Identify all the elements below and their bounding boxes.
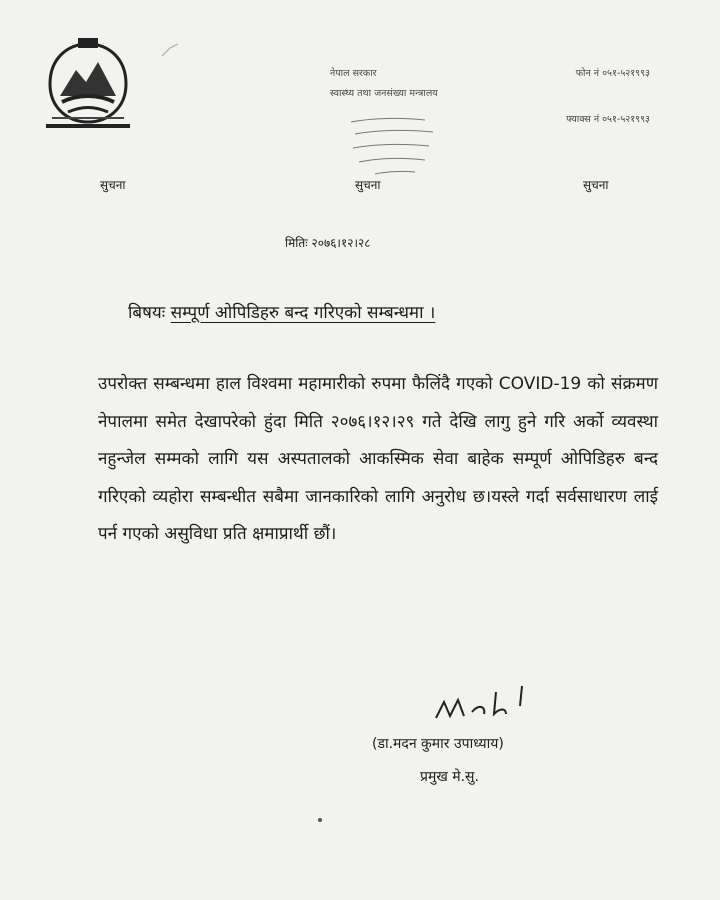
subject-text: सम्पूर्ण ओपिडिहरु बन्द गरिएको सम्बन्धमा ।	[170, 303, 436, 323]
notice-label-left: सुचना	[100, 178, 126, 192]
letterhead-government: नेपाल सरकार	[330, 68, 377, 79]
official-stamp-icon	[345, 112, 440, 182]
notice-body: उपरोक्त सम्बन्धमा हाल विश्वमा महामारीको रुपमा फैलिंदै गएको COVID-19 को संक्रमण नेपालमा समेत देखापरेको हुंदा मिति २०७६।१२।२९ गते देखि लागु हुने गरि अर्को व्यवस्था नहुन्जेल सम्मको लागि यस अस्पतालको आकस्मिक सेवा बाहेक सम्पूर्ण ओपिडिहरु बन्द गरिएको व्यहोरा सम्बन्धीत सबैमा जानकारिको लागि अनुरोध छ।यस्ले गर्दा सर्वसाधारण लाई पर्न गएको असुविधा प्रति क्षमाप्रार्थी छौं।	[98, 374, 658, 544]
pen-mark-icon	[158, 40, 182, 60]
paper-speck	[318, 818, 322, 822]
notice-label-right: सुचना	[583, 178, 609, 192]
handwritten-signature	[430, 682, 540, 726]
letterhead-fax: फ्याक्स नं ०५१-५२१९९३	[566, 114, 650, 125]
signer-title: प्रमुख मे.सु.	[420, 769, 479, 785]
letterhead-phone: फोन नं ०५१-५२१९९३	[575, 68, 650, 79]
subject-line	[128, 300, 435, 323]
signer-name: (डा.मदन कुमार उपाध्याय)	[372, 736, 504, 752]
nepal-emblem-icon	[38, 36, 138, 132]
notice-label-center: सुचना	[355, 178, 381, 192]
subject-prefix: बिषयः	[128, 303, 166, 323]
notice-date: मितिः २०७६।१२।२८	[285, 236, 371, 250]
letterhead-ministry: स्वास्थ्य तथा जनसंख्या मन्त्रालय	[330, 88, 438, 99]
